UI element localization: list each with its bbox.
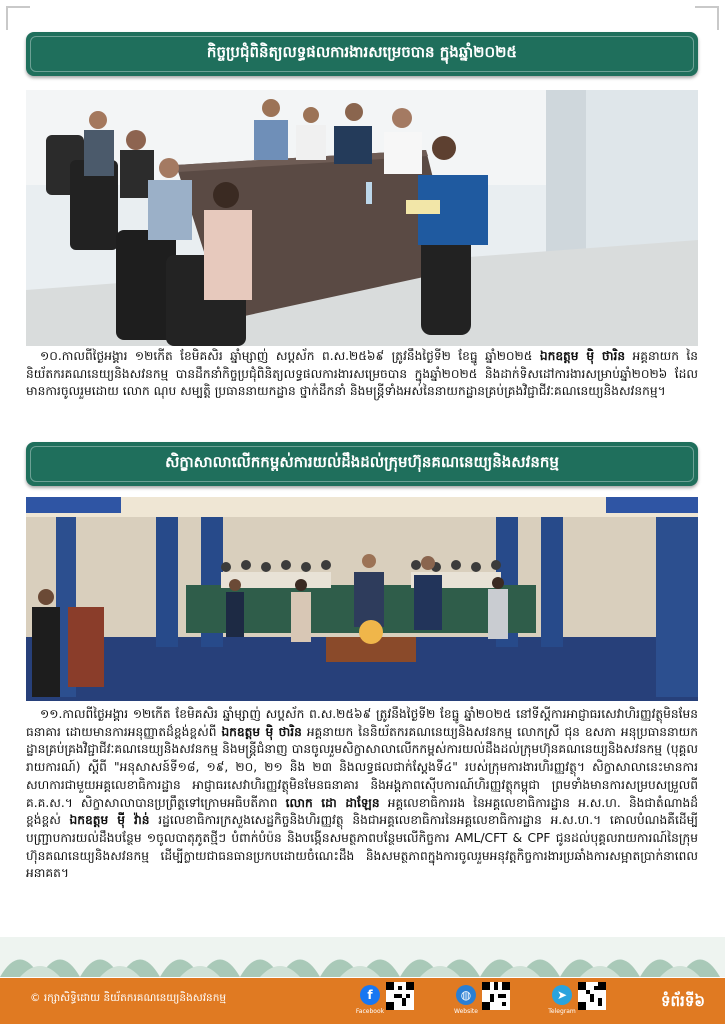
section-title-text: កិច្ចប្រជុំពិនិត្យលទ្ធផលការងារសម្រេចបាន ក្នុងឆ្នាំ២០២៥ (206, 43, 518, 61)
paragraph-number: ១០. (40, 349, 62, 363)
workshop-photo (26, 497, 698, 701)
qr-code-icon (386, 982, 414, 1010)
page-frame-corner (6, 6, 30, 30)
telegram-link[interactable] (548, 982, 612, 1020)
paragraph-number: ១១. (40, 707, 63, 721)
facebook-link[interactable] (355, 982, 420, 1020)
footer-copyright: © រក្សាសិទ្ធិដោយ និយ័តករគណនេយ្យនិងសវនកម្ម (30, 992, 227, 1004)
section-title-text: សិក្ខាសាលាលើកកម្ពស់ការយល់ដឹងដល់ក្រុមហ៊ុនគណនេយ្យនិងសវនកម្ម (165, 453, 559, 471)
paragraph-text: អគ្គលេខាធិការរង នៃអគ្គលេខាធិការដ្ឋាន អ.ស.ហ. និងជាតំណាងដ៏ខ្ពង់ខ្ពស់ (26, 795, 698, 828)
paragraph-bold-name: លោក ដោ ដាឡែន (285, 795, 380, 810)
paragraph-text: រដ្ឋលេខាធិការក្រសួងសេដ្ឋកិច្ចនិងហិរញ្ញវត្ថុ និងជាអគ្គលេខាធិការនៃអគ្គលេខាធិការដ្ឋាន អ.ស.ហ.។ គោលបំណងគឺដើម្បីបញ្ជ្រាបការយល់ដឹងបន្ថែម ១ចូលបាតុភូតថ្មីៗ បំពាក់បំប៉ន និងបង្កើនសមត្ថភាពបន្ថែមលើកិច្ចការ AML/CFT & CPF ជូនដល់បុគ្គលរាយការណ៍នៃក្រុមហ៊ុនគណនេយ្យនិងសវនកម្ម ដើម្បីក្លាយជាធនធានប្រកបដោយចំណេះដឹង និងសមត្ថភាពក្នុងការចូលរួមអនុវត្តកិច្ចការងារប្រឆាំងការសម្អាតប្រាក់នាពេលអនាគត។ (26, 813, 698, 881)
paragraph-text: អគ្គនាយក នៃនិយ័តករគណនេយ្យនិងសវនកម្ម បានដឹកនាំកិច្ចប្រជុំពិនិត្យលទ្ធផលការងារសម្រេចបាន ក្នុងឆ្នាំ២០២៥ និងដាក់ទិសដៅការងារសម្រាប់ឆ្នាំ២០២៦ ដែលមានការចូលរួមដោយ លោក ណុប សម្បត្តិ ប្រធាននាយកដ្ឋាន ថ្នាក់ដឹកនាំ និងមន្ត្រីទាំងអស់នៃនាយកដ្ឋានគ្រប់គ្រងវិជ្ជាជីវៈគណនេយ្យនិងសវនកម្ម។ (26, 349, 698, 399)
paragraph-text: កាលពីថ្ងៃអង្គារ ១២កើត ខែមិគសិរ ឆ្នាំម្សាញ់ សប្តស័ក ព.ស.២៥៦៩ ត្រូវនឹងថ្ងៃទី២ ខែធ្នូ ឆ្នាំ២០២៥ (61, 349, 540, 363)
telegram-icon: ➤ (552, 985, 572, 1005)
section-title-meeting (26, 32, 698, 76)
paragraph-bold-name: ឯកឧត្តម ម៉ី វ៉ាន់ (69, 813, 150, 828)
page-footer (0, 978, 725, 1024)
telegram-label: Telegram (548, 1008, 576, 1015)
paragraph-bold-name: ឯកឧត្តម ម៉ិ ថារិន (539, 349, 626, 363)
qr-code-icon (482, 982, 510, 1010)
facebook-icon: f (360, 985, 380, 1005)
page-number: ទំព័រទី៦ (661, 992, 705, 1010)
facebook-label: Facebook (355, 1008, 385, 1015)
decorative-ornament-band (0, 937, 725, 977)
website-link[interactable] (456, 982, 516, 1020)
website-label: Website (454, 1008, 478, 1015)
meeting-photo (26, 90, 698, 346)
paragraph-text: អគ្គនាយក នៃនិយ័តករគណនេយ្យនិងសវនកម្ម លោកស្រី ជុន ឧសភា អនុប្រធាននាយកដ្ឋានគ្រប់គ្រងវិជ្ជាជីវៈគណនេយ្យនិងសវនកម្ម និងមន្ត្រីជំនាញ បានចូលរួមសិក្ខាសាលាលើកកម្ពស់ការយល់ដឹងដល់ក្រុមហ៊ុនគណនេយ្យនិងសវនកម្ម (បុគ្គលរាយការណ៍) ស្តីពី "អនុសាសន៍ទី១៨, ១៩, ២០, ២១ និង ២៣ និងលទ្ធផលជាក់ស្តែងទី៤" របស់ក្រុមការងារហិរញ្ញវត្ថុ។ សិក្ខាសាលានេះមានការសហការជាមួយអគ្គលេខាធិការដ្ឋាន អាជ្ញាធរសេវាហិរញ្ញវត្ថុមិនមែនធនាគារ និងអង្គភាពស៊ើបការណ៍ហិរញ្ញវត្ថុកម្ពុជា ព្រមទាំងមានការសម្របសម្រួលពី គ.គ.ស.។ សិក្ខាសាលាបានប្រព្រឹត្តទៅក្រោមអធិបតីភាព (26, 724, 698, 810)
paragraph-meeting (26, 348, 698, 401)
paragraph-workshop (26, 706, 698, 883)
page-frame-corner (695, 6, 719, 30)
qr-code-icon (578, 982, 606, 1010)
paragraph-text: កាលពីថ្ងៃអង្គារ ១២កើត ខែមិគសិរ ឆ្នាំម្សាញ់ សប្តស័ក ព.ស.២៥៦៩ ត្រូវនឹងថ្ងៃទី២ ខែធ្នូ ឆ្នាំ២០២៥ នៅទីស្តីការអាជ្ញាធរសេវាហិរញ្ញវត្ថុមិនមែនធនាគារ ដោយមានការអនុញ្ញាតដ៏ខ្ពង់ខ្ពស់ពី (26, 707, 698, 739)
paragraph-bold-name: ឯកឧត្តម ម៉ិ ថារិន (221, 724, 302, 739)
section-title-workshop (26, 442, 698, 486)
website-icon: ◍ (456, 985, 476, 1005)
